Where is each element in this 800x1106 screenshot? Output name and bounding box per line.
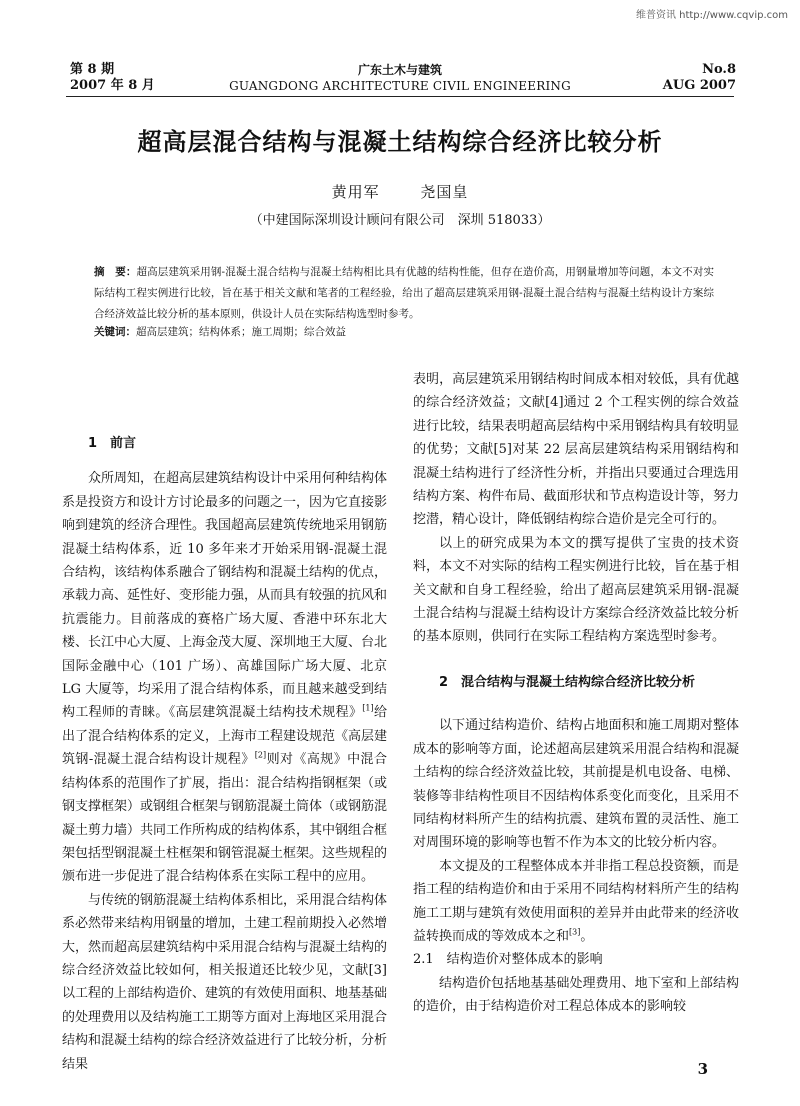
right-column <box>413 368 739 1019</box>
left-column <box>62 432 387 1076</box>
keywords <box>94 322 714 343</box>
author-list <box>0 181 800 202</box>
subsection-2-1-heading: 2.1 结构造价对整体成本的影响 <box>413 952 603 968</box>
affiliation: （中建国际深圳设计顾问有限公司 深圳 518033） <box>249 213 551 228</box>
author-2: 尧国皇 <box>420 183 469 201</box>
abstract-text: 超高层建筑采用钢-混凝土混合结构与混凝土结构相比具有优越的结构性能，但存在造价高，用钢量增加等问题，本文不对实际结构工程实例进行比较，旨在基于相关文献和笔者的工程经验，给出了超高层建筑采用钢-混凝土混合结构与混凝土结构设计方案综合经济效益比较分析的基本原则，供设计人员在实际结构选型时参考。 <box>94 266 715 320</box>
journal-name-en: GUANGDONG ARCHITECTURE CIVIL ENGINEERING <box>229 79 571 93</box>
citation-2: [2] <box>254 750 267 760</box>
header-issue-right <box>663 62 736 94</box>
keywords-label: 关键词： <box>94 326 136 338</box>
abstract-label: 摘 要： <box>94 266 137 278</box>
site-watermark: 维普资讯 http://www.cqvip.com <box>635 10 788 21</box>
author-1: 黄用军 <box>331 183 380 201</box>
section-2-paragraph-2: 本文提及的工程整体成本并非指工程总投资额，而是指工程的结构造价和由于采用不同结构材料所产生的结构施工工期与建筑有效使用面积的差异并由此带来的经济收益转换而成的等效成本之和[3]。 <box>413 858 739 944</box>
abstract <box>94 262 714 325</box>
header-rule <box>66 96 734 97</box>
section-1-paragraph-1: 众所周知，在超高层建筑结构设计中采用何种结构体系是投资方和设计方讨论最多的问题之一，因为它直接影响到建筑的经济合理性。我国超高层建筑传统地采用钢筋混凝土结构体系，近 10 多年来才开始采用钢-混凝土混合结构，该结构体系融合了钢结构和混凝土结构的优点，承载力高、延性好、变形能力强，从而具有较强的抗风和抗震能力。目前落成的赛格广场大厦、香港中环东北大楼、长江中心大厦、上海金茂大厦、深圳地王大厦、台北国际金融中心（101 广场）、高雄国际广场大厦、北京 LG 大厦等，均采用了混合结构体系，而且越来越受到结构工程师的青睐。《高层建筑混凝土结构技术规程》[1]给出了混合结构体系的定义，上海市工程建设规范《高层建筑钢-混凝土混合结构设计规程》[2]则对《高规》中混合结构体系的范围作了扩展，指出：混合结构指钢框架（或钢支撑框架）或钢组合框架与钢筋混凝土筒体（或钢筋混凝土剪力墙）共同工作所构成的结构体系，其中钢组合框架包括型钢混凝土柱框架和钢管混凝土框架。这些规程的颁布进一步促进了混合结构体系在实际工程中的应用。 <box>62 471 388 885</box>
section-1-paragraph-2-continued: 表明，高层建筑采用钢结构时间成本相对较低，具有优越的综合经济效益；文献[4]通过 2 个工程实例的综合效益进行比较，结果表明超高层结构中采用钢结构具有较明显的优势；文献[5]对某 22 层高层建筑结构采用钢结构和混凝土结构进行了经济性分析，并指出只要通过合理选用结构方案、构件布局、截面形状和节点构造设计等，努力挖潜，精心设计，降低钢结构综合造价是完全可行的。 <box>413 372 739 528</box>
journal-name-cn: 广东土木与建筑 <box>357 63 442 77</box>
issue-en: No.8 <box>702 62 736 77</box>
section-1-paragraph-3: 以上的研究成果为本文的撰写提供了宝贵的技术资料，本文不对实际的结构工程实例进行比较，旨在基于相关文献和自身工程经验，给出了超高层建筑采用钢-混凝土混合结构与混凝土结构设计方案综合经济效益比较分析的基本原则，供同行在实际工程结构方案选型时参考。 <box>413 535 739 645</box>
section-2-heading: 2 混合结构与混凝土结构综合经济比较分析 <box>439 674 696 690</box>
keywords-text: 超高层建筑；结构体系；施工周期；综合效益 <box>136 326 346 338</box>
citation-3: [3] <box>569 927 581 937</box>
paper-title: 超高层混合结构与混凝土结构综合经济比较分析 <box>137 128 663 156</box>
citation-1: [1] <box>362 704 374 714</box>
date-en: AUG 2007 <box>662 78 736 93</box>
issue-cn: 第 8 期 <box>70 62 115 77</box>
section-2-paragraph-1: 以下通过结构造价、结构占地面积和施工周期对整体成本的影响等方面，论述超高层建筑采用混合结构和混凝土结构的综合经济效益比较，其前提是机电设备、电梯、装修等非结构性项目不因结构体系变化而变化，且采用不同结构材料所产生的结构抗震、建筑布置的灵活性、施工对周围环境的影响等也暂不作为本文的比较分析内容。 <box>413 718 739 851</box>
date-cn: 2007 年 8 月 <box>70 78 155 93</box>
section-1-heading: 1 前言 <box>88 436 137 451</box>
subsection-2-1-paragraph-1: 结构造价包括地基基础处理费用、地下室和上部结构的造价，由于结构造价对工程总体成本的影响较 <box>413 975 739 1015</box>
section-1-paragraph-2: 与传统的钢筋混凝土结构体系相比，采用混合结构体系必然带来结构用钢量的增加，土建工程前期投入必然增大，然而超高层建筑结构中采用混合结构与混凝土结构的综合经济效益比较如何，相关报道还比较少见，文献[3]以工程的上部结构造价、建筑的有效使用面积、地基基础的处理费用以及结构施工工期等方面对上海地区采用混合结构和混凝土结构的综合经济效益进行了比较分析，分析结果 <box>62 892 388 1072</box>
page-number: 3 <box>697 1060 708 1078</box>
